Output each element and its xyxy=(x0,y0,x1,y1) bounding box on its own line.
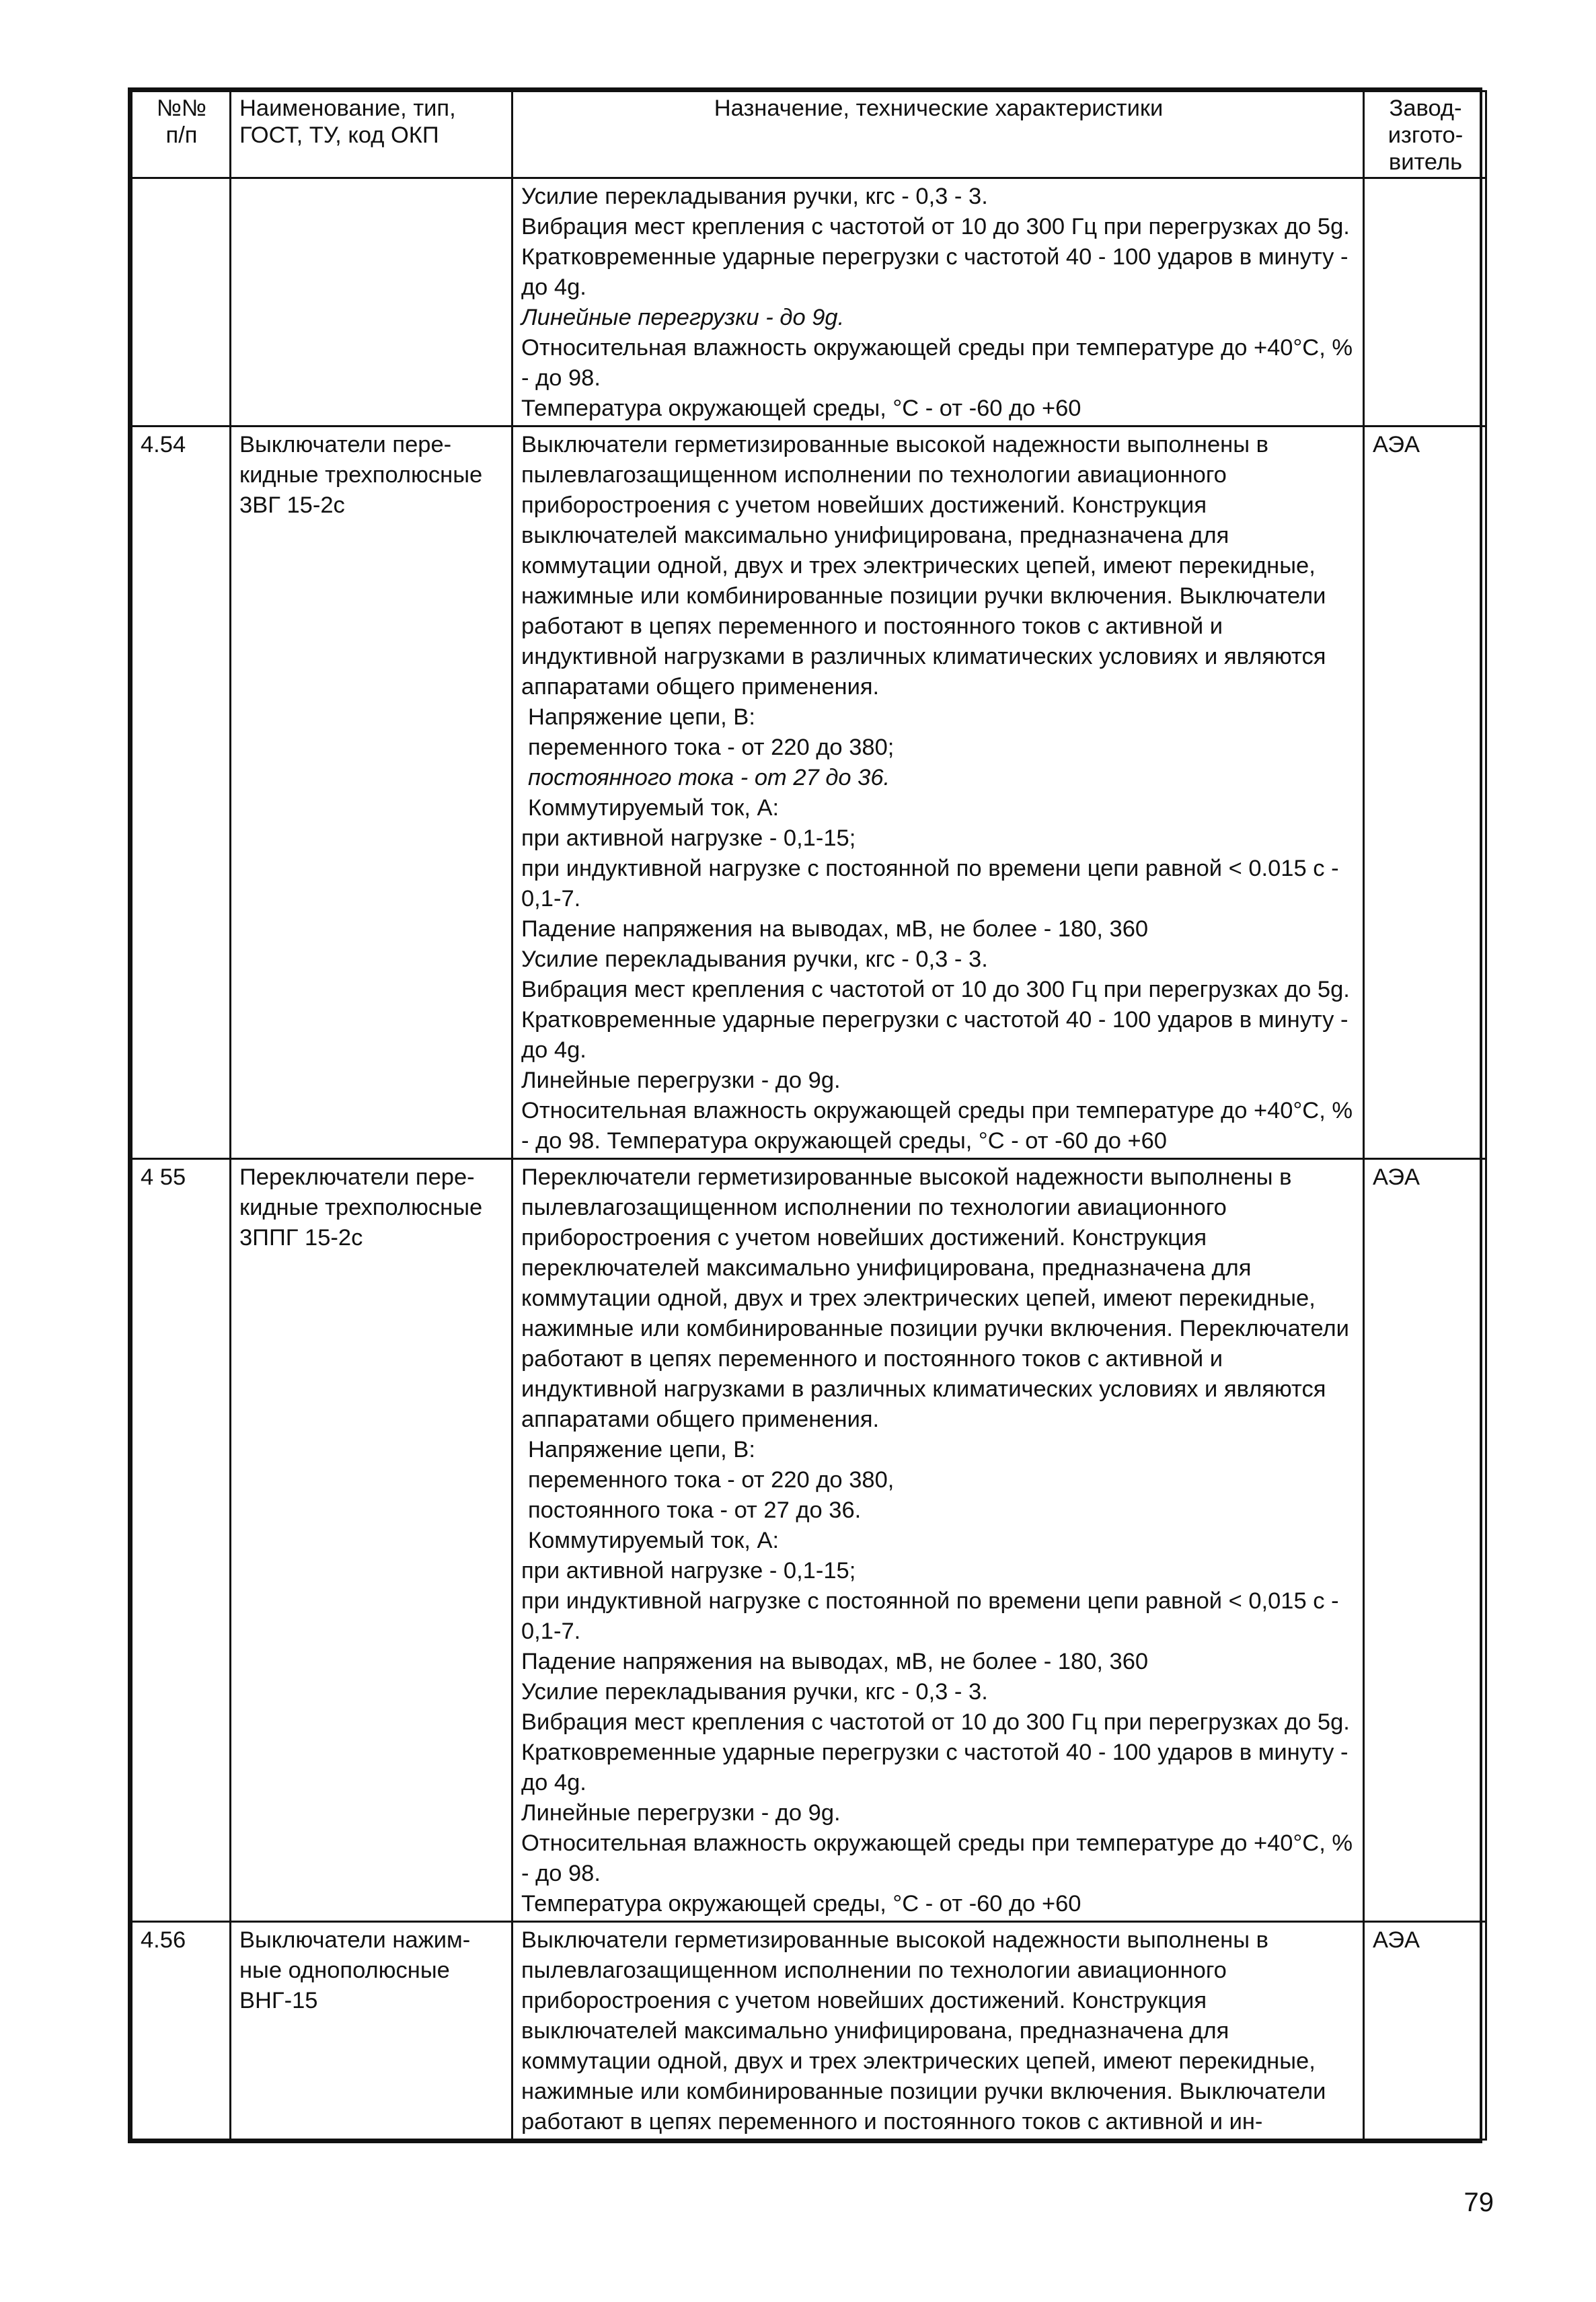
header-purpose: Назначение, технические характеристики xyxy=(512,91,1364,178)
header-maker: Завод- изгото- витель xyxy=(1364,91,1486,178)
row-name: Выключатели пере- кидные трехполюсные 3ВГ 15-2с xyxy=(231,426,512,1159)
header-name: Наименование, тип, ГОСТ, ТУ, код ОКП xyxy=(231,91,512,178)
desc-line: Кратковременные ударные перегрузки с частотой 40 - 100 ударов в минуту - до 4g. xyxy=(521,244,1348,300)
desc-line: Линейные перегрузки - до 9g. xyxy=(521,1068,841,1093)
desc-line: Усилие перекладывания ручки, кгс - 0,3 - 3. xyxy=(521,1679,988,1705)
desc-line: Относительная влажность окружающей среды при температуре до +40°С, % - до 98. Температура окружающей среды, °С - от -60 до +60 xyxy=(521,1098,1353,1154)
row-maker xyxy=(1364,178,1486,426)
desc-line: Коммутируемый ток, А: xyxy=(528,795,780,821)
row-description xyxy=(512,426,1364,1159)
desc-line: при индуктивной нагрузке с постоянной по времени цепи равной < 0,015 с - 0,1-7. xyxy=(521,1588,1339,1644)
page-number: 79 xyxy=(1464,2188,1494,2217)
row-name: Переключатели пере- кидные трехполюсные 3ППГ 15-2с xyxy=(231,1159,512,1922)
desc-line: Усилие перекладывания ручки, кгс - 0,3 - 3. xyxy=(521,184,988,209)
desc-line: Падение напряжения на выводах, мВ, не более - 180, 360 xyxy=(521,1649,1149,1674)
table-row xyxy=(132,178,1486,426)
row-description xyxy=(512,1922,1364,2140)
row-name xyxy=(231,178,512,426)
desc-line: Вибрация мест крепления с частотой от 10 до 300 Гц при перегрузках до 5g. xyxy=(521,214,1350,239)
desc-paragraph: Выключатели герметизированные высокой надежности выполнены в пылевлагозащищенном исполнении по технологии авиационного приборостроения с учетом новейших достижений. Конструкция выключателей максимально унифицирована, предназначена для коммутации одной, двух и трех электрических цепей, имеют перекидные, нажимные или комбинированные позиции ручки включения. Выключатели работают в цепях переменного и постоянного токов с активной и индуктивной нагрузками в различных климатических условиях и являются аппаратами общего применения. xyxy=(521,432,1326,700)
desc-line: Коммутируемый ток, А: xyxy=(528,1528,780,1553)
row-num: 4.56 xyxy=(132,1922,231,2140)
desc-line: Усилие перекладывания ручки, кгс - 0,3 - 3. xyxy=(521,946,988,972)
row-maker: АЭА xyxy=(1364,1159,1486,1922)
desc-line: Кратковременные ударные перегрузки с частотой 40 - 100 ударов в минуту - до 4g. xyxy=(521,1740,1348,1795)
desc-line: Кратковременные ударные перегрузки с частотой 40 - 100 ударов в минуту - до 4g. xyxy=(521,1007,1348,1063)
desc-line: Относительная влажность окружающей среды при температуре до +40°С, % - до 98. xyxy=(521,335,1353,391)
table-row xyxy=(132,426,1486,1159)
desc-line: Линейные перегрузки - до 9g. xyxy=(521,305,845,330)
desc-line: Вибрация мест крепления с частотой от 10 до 300 Гц при перегрузках до 5g. xyxy=(521,1709,1350,1735)
desc-line: при активной нагрузке - 0,1-15; xyxy=(521,1558,856,1584)
row-num: 4.54 xyxy=(132,426,231,1159)
row-description xyxy=(512,1159,1364,1922)
table-row xyxy=(132,1159,1486,1922)
desc-line: Вибрация мест крепления с частотой от 10 до 300 Гц при перегрузках до 5g. xyxy=(521,977,1350,1002)
row-name: Выключатели нажим- ные однополюсные ВНГ-15 xyxy=(231,1922,512,2140)
desc-line: Относительная влажность окружающей среды при температуре до +40°С, % - до 98. xyxy=(521,1830,1353,1886)
desc-paragraph: Переключатели герметизированные высокой надежности выполнены в пылевлагозащищенном исполнении по технологии авиационного приборостроения с учетом новейших достижений. Конструкция переключателей максимально унифицирована, предназначена для коммутации одной, двух и трех электрических цепей, имеют перекидные, нажимные или комбинированные позиции ручки включения. Переключатели работают в цепях переменного и постоянного токов с активной и индуктивной нагрузками в различных климатических условиях и являются аппаратами общего применения. xyxy=(521,1164,1349,1432)
spec-table-sheet xyxy=(128,87,1482,2143)
header-num: №№ п/п xyxy=(132,91,231,178)
desc-line: при активной нагрузке - 0,1-15; xyxy=(521,825,856,851)
desc-line: постоянного тока - от 27 до 36. xyxy=(528,1497,862,1523)
row-description xyxy=(512,178,1364,426)
table-row xyxy=(132,1922,1486,2140)
desc-line: Напряжение цепи, В: xyxy=(528,1437,755,1462)
row-num xyxy=(132,178,231,426)
desc-line: Температура окружающей среды, °С - от -60 до +60 xyxy=(521,1891,1081,1917)
desc-line: Падение напряжения на выводах, мВ, не более - 180, 360 xyxy=(521,916,1149,942)
header-row xyxy=(132,91,1486,178)
desc-line: постоянного тока - от 27 до 36. xyxy=(528,765,890,790)
desc-line: переменного тока - от 220 до 380, xyxy=(528,1467,895,1493)
desc-line: Напряжение цепи, В: xyxy=(528,704,755,730)
row-maker: АЭА xyxy=(1364,1922,1486,2140)
desc-line: при индуктивной нагрузке с постоянной по времени цепи равной < 0.015 с - 0,1-7. xyxy=(521,856,1339,912)
spec-table xyxy=(130,90,1487,2141)
desc-line: Линейные перегрузки - до 9g. xyxy=(521,1800,841,1826)
desc-line: Температура окружающей среды, °С - от -60 до +60 xyxy=(521,396,1081,421)
row-num: 4 55 xyxy=(132,1159,231,1922)
row-maker: АЭА xyxy=(1364,426,1486,1159)
desc-line: переменного тока - от 220 до 380; xyxy=(528,735,895,760)
desc-paragraph: Выключатели герметизированные высокой надежности выполнены в пылевлагозащищенном исполнении по технологии авиационного приборостроения с учетом новейших достижений. Конструкция выключателей максимально унифицирована, предназначена для коммутации одной, двух и трех электрических цепей, имеют перекидные, нажимные или комбинированные позиции ручки включения. Выключатели работают в цепях переменного и постоянного токов с активной и ин- xyxy=(521,1927,1326,2134)
